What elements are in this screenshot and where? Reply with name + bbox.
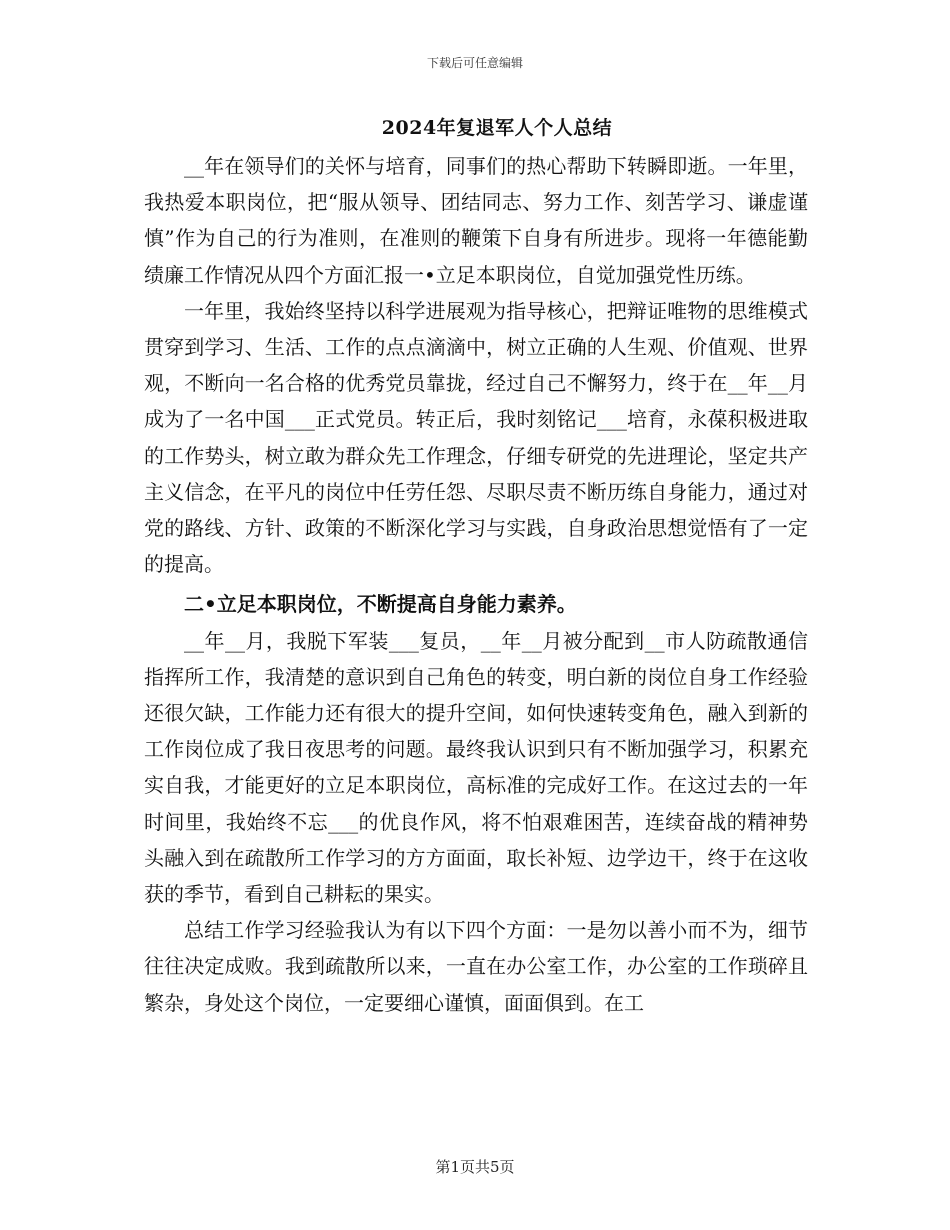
paragraph-experience-summary: 总结工作学习经验我认为有以下四个方面：一是勿以善小而不为，细节往往决定成败。我到疏散所以来，一直在办公室工作，办公室的工作琐碎且繁杂，身处这个岗位，一定要细心谨慎，面面俱到。在工 bbox=[144, 918, 808, 1015]
page-number-footer: 第1页共5页 bbox=[435, 1158, 515, 1176]
document-body bbox=[144, 148, 808, 1021]
paragraph-party-training: 一年里，我始终坚持以科学进展观为指导核心，把辩证唯物的思维模式贯穿到学习、生活、工作的点点滴滴中，树立正确的人生观、价值观、世界观，不断向一名合格的优秀党员靠拢，经过自己不懈努力，终于在__年__月成为了一名中国___正式党员。转正后，我时刻铭记___培育，永葆积极进取的工作势头，树立敢为群众先工作理念，仔细专研党的先进理论，坚定共产主义信念，在平凡的岗位中任劳任怨、尽职尽责不断历练自身能力，通过对党的路线、方针、政策的不断深化学习与实践，自身政治思想觉悟有了一定的提高。 bbox=[144, 298, 808, 577]
paragraph-intro: __年在领导们的关怀与培育，同事们的热心帮助下转瞬即逝。一年里，我热爱本职岗位，把“服从领导、团结同志、努力工作、刻苦学习、谦虚谨慎”作为自己的行为准则，在准则的鞭策下自身有所进步。现将一年德能勤绩廉工作情况从四个方面汇报一•立足本职岗位，自觉加强党性历练。 bbox=[144, 154, 808, 287]
document-title: 2024年复退军人个人总结 bbox=[381, 117, 613, 139]
section-heading-two: 二•立足本职岗位，不断提高自身能力素养。 bbox=[184, 592, 577, 617]
header-note: 下载后可任意编辑 bbox=[426, 56, 523, 70]
paragraph-job-transition: __年__月，我脱下军装___复员，__年__月被分配到__市人防疏散通信指挥所工作，我清楚的意识到自己角色的转变，明白新的岗位自身工作经验还很欠缺，工作能力还有很大的提升空间，如何快速转变角色，融入到新的工作岗位成了我日夜思考的问题。最终我认识到只有不断加强学习，积累充实自我，才能更好的立足本职岗位，高标准的完成好工作。在这过去的一年时间里，我始终不忘___的优良作风，将不怕艰难困苦，连续奋战的精神势头融入到在疏散所工作学习的方方面面，取长补短、边学边干，终于在这收获的季节，看到自己耕耘的果实。 bbox=[144, 628, 808, 907]
